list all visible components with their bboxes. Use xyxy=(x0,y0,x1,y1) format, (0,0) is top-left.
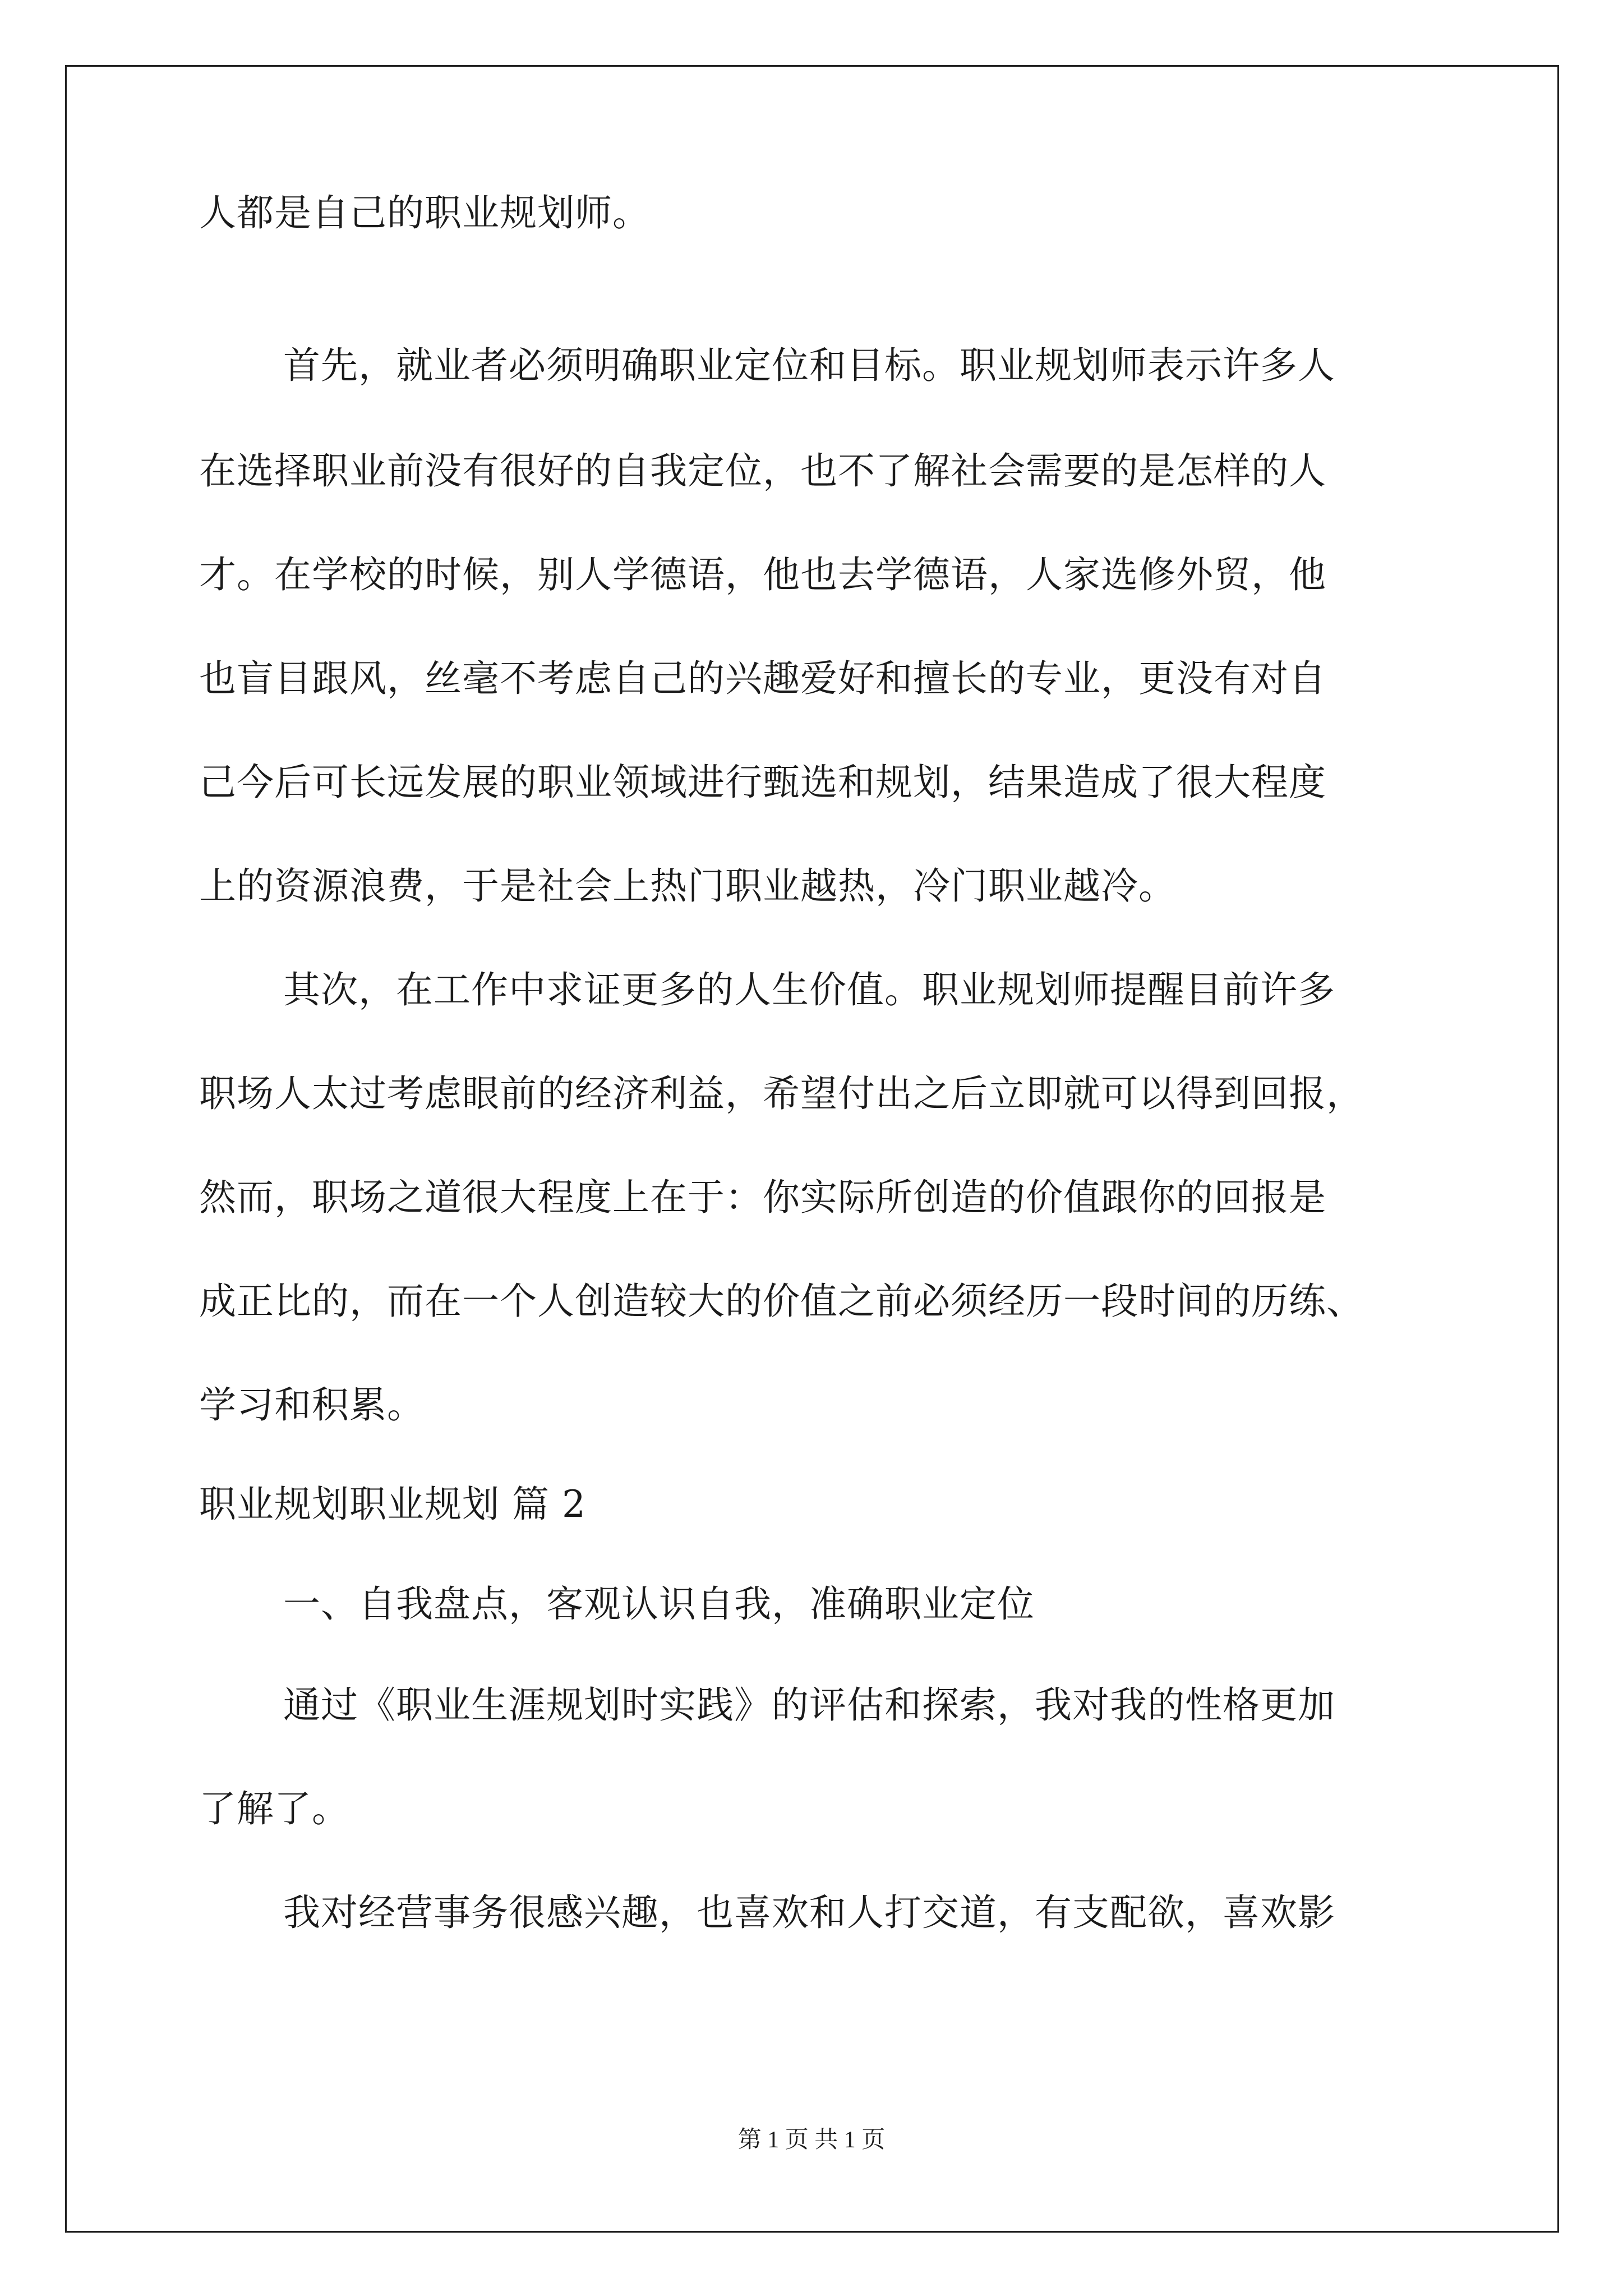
text-line: 我对经营事务很感兴趣，也喜欢和人打交道，有支配欲，喜欢影 xyxy=(283,1891,1335,1934)
text-line: 首先，就业者必须明确职业定位和目标。职业规划师表示许多人 xyxy=(283,344,1335,387)
text-line: 人都是自己的职业规划师。 xyxy=(199,191,650,234)
text-line: 职场人太过考虑眼前的经济利益，希望付出之后立即就可以得到回报， xyxy=(199,1072,1364,1115)
text-line: 了解了。 xyxy=(199,1787,349,1830)
text-line: 其次，在工作中求证更多的人生价值。职业规划师提醒目前许多 xyxy=(283,968,1335,1011)
text-line: 也盲目跟风，丝毫不考虑自己的兴趣爱好和擅长的专业，更没有对自 xyxy=(199,657,1326,700)
text-line: 学习和积累。 xyxy=(199,1383,425,1427)
text-line: 然而，职场之道很大程度上在于：你实际所创造的价值跟你的回报是 xyxy=(199,1176,1326,1219)
text-line: 成正比的，而在一个人创造较大的价值之前必须经历一段时间的历练、 xyxy=(199,1280,1364,1323)
section-heading: 职业规划职业规划 篇 2 xyxy=(199,1483,586,1526)
page-footer: 第 1 页 共 1 页 xyxy=(737,2127,886,2153)
text-line: 上的资源浪费，于是社会上热门职业越热，冷门职业越冷。 xyxy=(199,864,1176,908)
text-line: 己今后可长远发展的职业领域进行甄选和规划，结果造成了很大程度 xyxy=(199,761,1326,804)
text-line: 一、自我盘点，客观认识自我，准确职业定位 xyxy=(283,1582,1035,1626)
text-line: 通过《职业生涯规划时实践》的评估和探索，我对我的性格更加 xyxy=(283,1683,1335,1727)
text-line: 在选择职业前没有很好的自我定位，也不了解社会需要的是怎样的人 xyxy=(199,449,1326,493)
text-line: 才。在学校的时候，别人学德语，他也去学德语，人家选修外贸，他 xyxy=(199,553,1326,596)
